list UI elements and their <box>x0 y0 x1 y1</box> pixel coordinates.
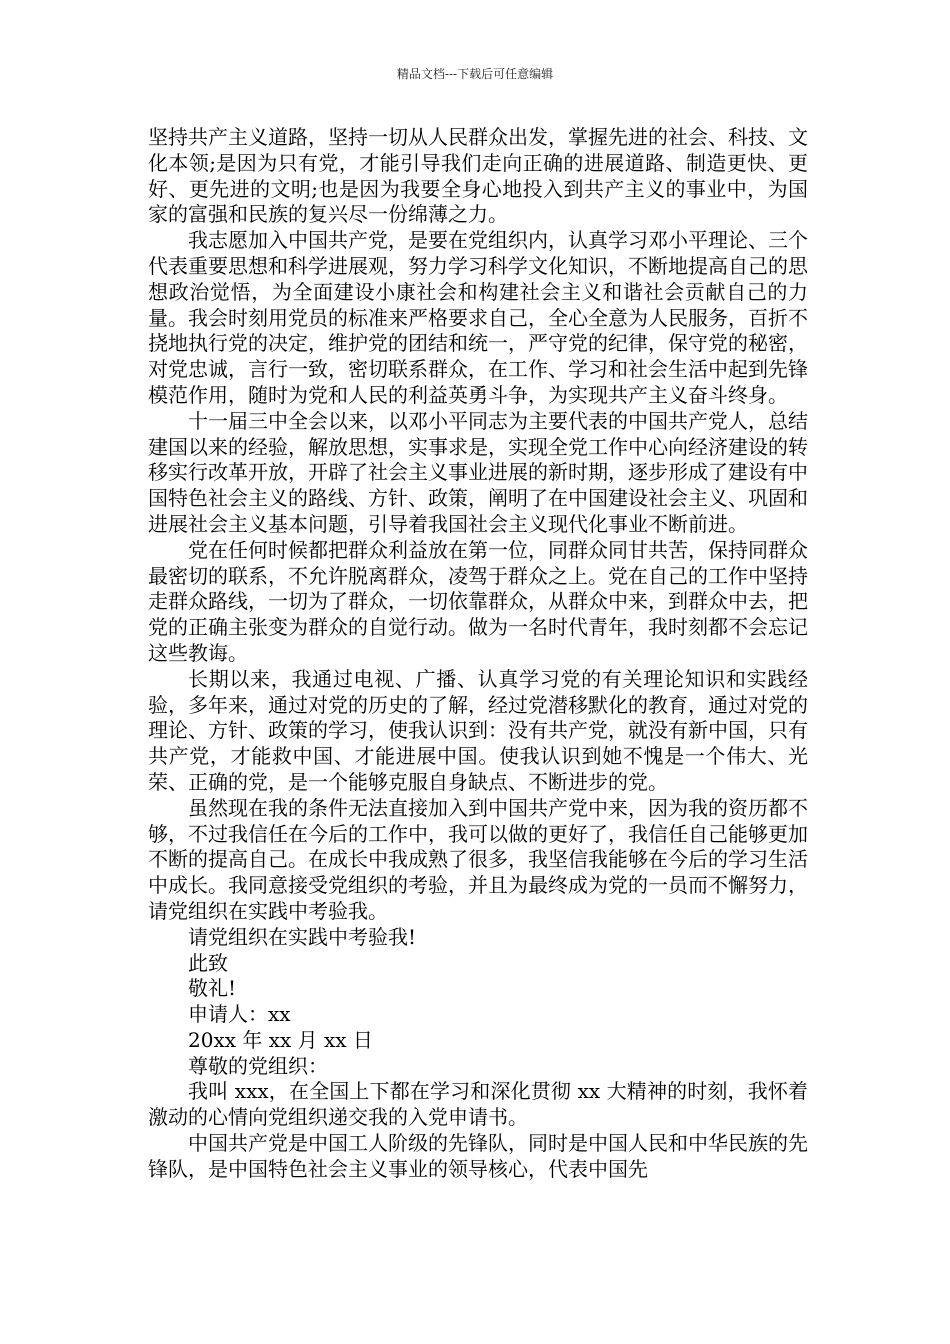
paragraph-5: 长期以来，我通过电视、广播、认真学习党的有关理论知识和实践经验，多年来，通过对党的历史的了解，经过党潜移默化的教育，通过对党的理论、方针、政策的学习，使我认识到：没有共产党，就没有新中国，只有共产党，才能救中国、才能进展中国。使我认识到她不愧是一个伟大、光荣、正确的党，是一个能够克服自身缺点、不断进步的党。 <box>148 666 808 794</box>
paragraph-4: 党在任何时候都把群众利益放在第一位，同群众同甘共苦，保持同群众最密切的联系，不允许脱离群众，凌驾于群众之上。党在自己的工作中坚持走群众路线，一切为了群众，一切依靠群众，从群众中来，到群众中去，把党的正确主张变为群众的自觉行动。做为一名时代青年，我时刻都不会忘记这些教诲。 <box>148 537 808 665</box>
greeting-line: 尊敬的党组织： <box>188 1053 328 1078</box>
paragraph-6: 虽然现在我的条件无法直接加入到中国共产党中来，因为我的资历都不够，不过我信任在今后的工作中，我可以做的更好了，我信任自己能够更加不断的提高自己。在成长中我成熟了很多，我坚信我能够在今后的学习生活中成长。我同意接受党组织的考验，并且为最终成为党的一员而不懈努力，请党组织在实践中考验我。 <box>148 795 808 923</box>
paragraph-2: 我志愿加入中国共产党，是要在党组织内，认真学习邓小平理论、三个代表重要思想和科学进展观，努力学习科学文化知识，不断地提高自己的思想政治觉悟，为全面建设小康社会和构建社会主义和谐社会贡献自己的力量。我会时刻用党员的标准来严格要求自己，全心全意为人民服务，百折不挠地执行党的决定，维护党的团结和统一，严守党的纪律，保守党的秘密，对党忠诚，言行一致，密切联系群众，在工作、学习和社会生活中起到先锋模范作用，随时为党和人民的利益英勇斗争，为实现共产主义奋斗终身。 <box>148 228 808 407</box>
applicant-name: 申请人：xx <box>188 1002 291 1027</box>
salutation-ci-zhi: 此致 <box>188 950 228 975</box>
paragraph-intro: 我叫 xxx，在全国上下都在学习和深化贯彻 xx 大精神的时刻，我怀着激动的心情向党组织递交我的入党申请书。 <box>148 1079 808 1130</box>
application-date: 20xx 年 xx 月 xx 日 <box>188 1027 373 1052</box>
closing-request: 请党组织在实践中考验我! <box>188 924 417 949</box>
paragraph-1: 坚持共产主义道路，坚持一切从人民群众出发，掌握先进的社会、科技、文化本领;是因为只有党，才能引导我们走向正确的进展道路、制造更快、更好、更先进的文明;也是因为我要全身心地投入到共产主义的事业中，为国家的富强和民族的复兴尽一份绵薄之力。 <box>148 125 808 227</box>
paragraph-party-description: 中国共产党是中国工人阶级的先锋队，同时是中国人民和中华民族的先锋队，是中国特色社会主义事业的领导核心，代表中国先 <box>148 1131 808 1181</box>
salutation-jing-li: 敬礼! <box>188 976 237 1001</box>
page-header: 精品文档---下载后可任意编辑 <box>396 67 554 81</box>
document-body <box>148 125 808 1183</box>
paragraph-3: 十一届三中全会以来，以邓小平同志为主要代表的中国共产党人，总结建国以来的经验，解放思想，实事求是，实现全党工作中心向经济建设的转移实行改革开放，开辟了社会主义事业进展的新时期，逐步形成了建设有中国特色社会主义的路线、方针、政策，阐明了在中国建设社会主义、巩固和进展社会主义基本问题，引导着我国社会主义现代化事业不断前进。 <box>148 408 808 536</box>
